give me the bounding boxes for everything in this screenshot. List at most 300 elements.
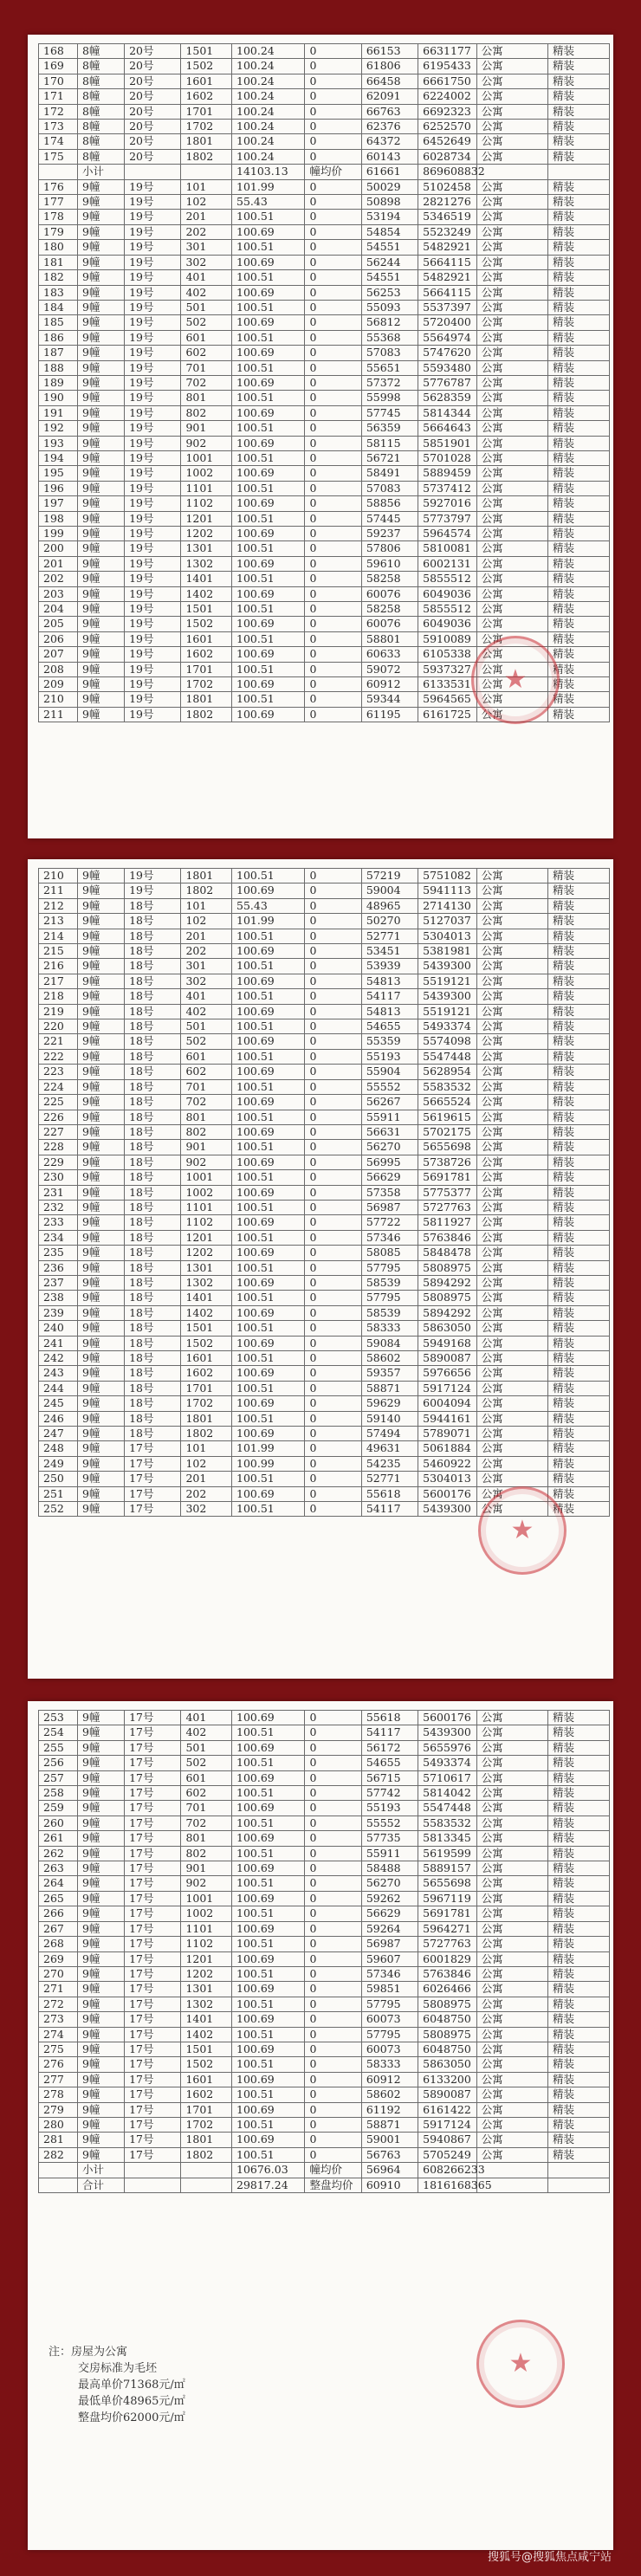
table-cell: 小计 bbox=[78, 165, 125, 179]
table-cell: 5751082 bbox=[418, 869, 477, 883]
table-cell: 100.51 bbox=[232, 572, 305, 586]
table-cell: 精装 bbox=[547, 1230, 609, 1245]
table-cell: 20号 bbox=[125, 149, 181, 164]
table-cell: 100.69 bbox=[232, 1831, 305, 1846]
price-table-3 bbox=[38, 1710, 610, 2193]
table-cell: 9幢 bbox=[78, 586, 125, 601]
table-cell: 1702 bbox=[181, 2117, 232, 2132]
table-cell: 202 bbox=[181, 1486, 232, 1501]
table-cell: 60076 bbox=[361, 617, 418, 631]
table-row bbox=[39, 1906, 610, 1921]
table-cell: 精装 bbox=[547, 959, 609, 974]
table-cell: 精装 bbox=[547, 346, 609, 360]
table-cell: 5964271 bbox=[418, 1921, 477, 1936]
table-cell: 公寓 bbox=[476, 1260, 547, 1275]
table-cell: 5917124 bbox=[418, 1381, 477, 1395]
table-cell: 59629 bbox=[361, 1396, 418, 1411]
table-cell: 公寓 bbox=[476, 1321, 547, 1336]
table-row bbox=[39, 1004, 610, 1019]
table-cell: 260 bbox=[39, 1815, 78, 1830]
table-cell: 0 bbox=[305, 898, 361, 913]
table-cell: 0 bbox=[305, 883, 361, 898]
table-row bbox=[39, 1472, 610, 1486]
table-cell: 9幢 bbox=[78, 346, 125, 360]
table-cell: 0 bbox=[305, 692, 361, 707]
table-cell: 100.69 bbox=[232, 647, 305, 662]
table-row bbox=[39, 1846, 610, 1861]
table-cell: 0 bbox=[305, 405, 361, 420]
table-cell: 公寓 bbox=[476, 375, 547, 390]
table-cell: 18号 bbox=[125, 929, 181, 943]
table-cell: 精装 bbox=[547, 1846, 609, 1861]
table-cell: 277 bbox=[39, 2072, 78, 2087]
table-cell: 精装 bbox=[547, 1019, 609, 1034]
table-cell: 18号 bbox=[125, 1305, 181, 1320]
table-cell: 264 bbox=[39, 1876, 78, 1891]
table-cell: 56721 bbox=[361, 450, 418, 465]
table-cell: 17号 bbox=[125, 1502, 181, 1517]
table-cell: 1202 bbox=[181, 1966, 232, 1981]
table-cell: 253 bbox=[39, 1711, 78, 1725]
table-cell: 101.99 bbox=[232, 179, 305, 194]
table-cell: 0 bbox=[305, 1815, 361, 1830]
table-cell: 公寓 bbox=[476, 421, 547, 436]
table-cell: 100.69 bbox=[232, 1396, 305, 1411]
table-cell: 0 bbox=[305, 541, 361, 556]
table-cell: 0 bbox=[305, 1246, 361, 1260]
table-cell: 101.99 bbox=[232, 914, 305, 929]
table-cell: 精装 bbox=[547, 1124, 609, 1139]
table-cell: 100.51 bbox=[232, 2027, 305, 2042]
table-cell: 263 bbox=[39, 1861, 78, 1876]
table-cell: 精装 bbox=[547, 2012, 609, 2027]
table-cell: 精装 bbox=[547, 1831, 609, 1846]
table-cell: 9幢 bbox=[78, 959, 125, 974]
table-cell: 702 bbox=[181, 1815, 232, 1830]
table-cell: 公寓 bbox=[476, 2057, 547, 2072]
table-cell: 精装 bbox=[547, 134, 609, 149]
table-cell: 0 bbox=[305, 2102, 361, 2117]
table-cell: 0 bbox=[305, 2133, 361, 2147]
table-cell: 18号 bbox=[125, 1110, 181, 1124]
table-cell: 公寓 bbox=[476, 450, 547, 465]
table-cell: 公寓 bbox=[476, 914, 547, 929]
table-cell: 195 bbox=[39, 466, 78, 481]
table-cell: 5811927 bbox=[418, 1215, 477, 1230]
table-cell: 1002 bbox=[181, 1185, 232, 1200]
table-cell: 19号 bbox=[125, 375, 181, 390]
price-list-page-2 bbox=[28, 859, 613, 1679]
table-cell: 0 bbox=[305, 1260, 361, 1275]
table-cell: 281 bbox=[39, 2133, 78, 2147]
price-list-page-3 bbox=[28, 1701, 613, 2550]
table-cell: 57346 bbox=[361, 1966, 418, 1981]
table-cell: 精装 bbox=[547, 1502, 609, 1517]
table-cell: 公寓 bbox=[476, 481, 547, 495]
table-cell: 17号 bbox=[125, 2027, 181, 2042]
table-cell: 0 bbox=[305, 707, 361, 722]
table-cell: 801 bbox=[181, 391, 232, 405]
table-cell: 53451 bbox=[361, 944, 418, 959]
table-cell: 19号 bbox=[125, 285, 181, 300]
table-cell: 56172 bbox=[361, 1740, 418, 1755]
table-cell: 18号 bbox=[125, 898, 181, 913]
table-cell: 29817.24 bbox=[232, 2178, 305, 2192]
table-cell: 0 bbox=[305, 511, 361, 526]
table-cell: 精装 bbox=[547, 224, 609, 239]
table-cell: 55359 bbox=[361, 1034, 418, 1049]
table-cell: 0 bbox=[305, 315, 361, 330]
table-row bbox=[39, 405, 610, 420]
table-cell: 0 bbox=[305, 300, 361, 314]
table-cell: 58258 bbox=[361, 572, 418, 586]
table-row bbox=[39, 2057, 610, 2072]
table-row bbox=[39, 1140, 610, 1155]
table-cell: 0 bbox=[305, 1170, 361, 1185]
table-cell: 100.51 bbox=[232, 300, 305, 314]
table-cell: 1502 bbox=[181, 1336, 232, 1350]
table-cell: 18号 bbox=[125, 1155, 181, 1169]
table-cell: 204 bbox=[39, 602, 78, 617]
table-cell: 精装 bbox=[547, 1921, 609, 1936]
table-cell: 0 bbox=[305, 224, 361, 239]
table-cell: 精装 bbox=[547, 677, 609, 692]
table-cell: 100.69 bbox=[232, 1982, 305, 1997]
table-row bbox=[39, 1215, 610, 1230]
table-cell: 1102 bbox=[181, 1215, 232, 1230]
table-row bbox=[39, 2117, 610, 2132]
table-cell: 公寓 bbox=[476, 210, 547, 224]
table-cell: 1401 bbox=[181, 572, 232, 586]
table-cell: 5727763 bbox=[418, 1200, 477, 1214]
table-cell: 精装 bbox=[547, 2087, 609, 2102]
table-cell bbox=[125, 2178, 181, 2192]
table-cell: 100.69 bbox=[232, 1951, 305, 1966]
table-cell: 9幢 bbox=[78, 1049, 125, 1064]
table-cell: 公寓 bbox=[476, 149, 547, 164]
table-cell: 0 bbox=[305, 436, 361, 450]
table-cell: 602 bbox=[181, 346, 232, 360]
table-cell: 901 bbox=[181, 1140, 232, 1155]
table-cell: 5944161 bbox=[418, 1411, 477, 1426]
table-cell: 1302 bbox=[181, 556, 232, 571]
table-cell: 公寓 bbox=[476, 1185, 547, 1200]
table-row bbox=[39, 631, 610, 646]
table-cell: 0 bbox=[305, 1486, 361, 1501]
table-cell: 18号 bbox=[125, 1427, 181, 1441]
table-cell: 公寓 bbox=[476, 1155, 547, 1169]
table-cell: 5564974 bbox=[418, 330, 477, 345]
table-cell: 217 bbox=[39, 974, 78, 988]
table-cell: 100.69 bbox=[232, 1770, 305, 1785]
table-row bbox=[39, 195, 610, 210]
table-cell: 58333 bbox=[361, 1321, 418, 1336]
table-cell: 公寓 bbox=[476, 1170, 547, 1185]
table-cell: 901 bbox=[181, 421, 232, 436]
table-cell: 100.51 bbox=[232, 1230, 305, 1245]
table-cell: 100.69 bbox=[232, 1095, 305, 1110]
table-cell: 9幢 bbox=[78, 1997, 125, 2011]
table-cell: 56629 bbox=[361, 1906, 418, 1921]
table-cell: 1201 bbox=[181, 511, 232, 526]
table-cell: 9幢 bbox=[78, 195, 125, 210]
table-cell: 公寓 bbox=[476, 255, 547, 269]
table-cell: 0 bbox=[305, 1004, 361, 1019]
table-cell: 19号 bbox=[125, 602, 181, 617]
table-cell: 278 bbox=[39, 2087, 78, 2102]
table-cell: 公寓 bbox=[476, 1756, 547, 1770]
table-cell: 869608832 bbox=[418, 165, 477, 179]
table-row bbox=[39, 1951, 610, 1966]
table-cell: 9幢 bbox=[78, 631, 125, 646]
table-cell: 56270 bbox=[361, 1876, 418, 1891]
table-cell: 0 bbox=[305, 2087, 361, 2102]
table-cell: 9幢 bbox=[78, 210, 125, 224]
table-cell: 公寓 bbox=[476, 1275, 547, 1290]
table-row bbox=[39, 1155, 610, 1169]
table-cell: 100.99 bbox=[232, 1456, 305, 1471]
table-cell: 18号 bbox=[125, 1230, 181, 1245]
table-cell: 精装 bbox=[547, 1472, 609, 1486]
table-cell: 精装 bbox=[547, 1891, 609, 1906]
table-cell: 6049036 bbox=[418, 617, 477, 631]
table-cell: 5593480 bbox=[418, 360, 477, 375]
table-cell: 1802 bbox=[181, 883, 232, 898]
table-cell: 精装 bbox=[547, 89, 609, 104]
table-cell: 0 bbox=[305, 1200, 361, 1214]
table-cell: 301 bbox=[181, 240, 232, 255]
table-cell: 精装 bbox=[547, 989, 609, 1004]
table-cell: 公寓 bbox=[476, 2012, 547, 2027]
table-cell: 精装 bbox=[547, 1215, 609, 1230]
table-cell: 54117 bbox=[361, 989, 418, 1004]
table-cell: 1802 bbox=[181, 707, 232, 722]
table-cell: 精装 bbox=[547, 1815, 609, 1830]
table-cell: 6001829 bbox=[418, 1951, 477, 1966]
table-cell: 6026466 bbox=[418, 1982, 477, 1997]
table-cell: 53194 bbox=[361, 210, 418, 224]
table-cell: 5665524 bbox=[418, 1095, 477, 1110]
table-cell: 精装 bbox=[547, 511, 609, 526]
table-cell: 191 bbox=[39, 405, 78, 420]
table-cell: 18号 bbox=[125, 914, 181, 929]
table-cell: 0 bbox=[305, 1155, 361, 1169]
table-cell: 0 bbox=[305, 481, 361, 495]
table-cell: 公寓 bbox=[476, 586, 547, 601]
table-cell: 5773797 bbox=[418, 511, 477, 526]
table-cell: 5519121 bbox=[418, 1004, 477, 1019]
table-cell: 245 bbox=[39, 1396, 78, 1411]
table-cell: 9幢 bbox=[78, 556, 125, 571]
table-row bbox=[39, 59, 610, 74]
table-cell: 401 bbox=[181, 270, 232, 285]
table-cell: 公寓 bbox=[476, 944, 547, 959]
table-cell: 17号 bbox=[125, 2133, 181, 2147]
table-cell: 9幢 bbox=[78, 2133, 125, 2147]
table-cell bbox=[476, 2163, 547, 2178]
table-cell: 9幢 bbox=[78, 511, 125, 526]
table-cell: 精装 bbox=[547, 1351, 609, 1366]
table-cell: 精装 bbox=[547, 375, 609, 390]
table-cell: 精装 bbox=[547, 707, 609, 722]
table-cell: 55911 bbox=[361, 1110, 418, 1124]
table-cell: 精装 bbox=[547, 466, 609, 481]
table-cell: 902 bbox=[181, 436, 232, 450]
table-cell: 公寓 bbox=[476, 285, 547, 300]
table-cell: 54655 bbox=[361, 1019, 418, 1034]
table-cell: 19号 bbox=[125, 586, 181, 601]
table-cell: 1001 bbox=[181, 450, 232, 465]
table-cell: 6692323 bbox=[418, 104, 477, 119]
table-row bbox=[39, 210, 610, 224]
table-row bbox=[39, 1831, 610, 1846]
table-cell: 56253 bbox=[361, 285, 418, 300]
table-cell: 202 bbox=[181, 224, 232, 239]
table-cell: 202 bbox=[181, 944, 232, 959]
table-cell: 5813345 bbox=[418, 1831, 477, 1846]
notes-block bbox=[49, 2344, 412, 2426]
table-cell: 精装 bbox=[547, 527, 609, 541]
table-cell: 57346 bbox=[361, 1230, 418, 1245]
table-cell: 100.51 bbox=[232, 2087, 305, 2102]
table-cell: 58258 bbox=[361, 602, 418, 617]
table-cell: 100.69 bbox=[232, 1185, 305, 1200]
watermark: 搜狐号@搜狐焦点咸宁站 bbox=[487, 2551, 612, 2564]
table-cell: 1802 bbox=[181, 1427, 232, 1441]
table-cell: 223 bbox=[39, 1065, 78, 1079]
table-cell: 精装 bbox=[547, 405, 609, 420]
table-cell: 5691781 bbox=[418, 1170, 477, 1185]
table-cell: 5889157 bbox=[418, 1861, 477, 1876]
table-cell: 0 bbox=[305, 974, 361, 988]
table-row bbox=[39, 1966, 610, 1981]
table-cell: 9幢 bbox=[78, 2117, 125, 2132]
table-cell: 250 bbox=[39, 1472, 78, 1486]
table-cell: 100.51 bbox=[232, 1502, 305, 1517]
table-cell: 公寓 bbox=[476, 346, 547, 360]
table-cell: 60633 bbox=[361, 647, 418, 662]
table-cell: 精装 bbox=[547, 2072, 609, 2087]
table-cell: 402 bbox=[181, 285, 232, 300]
table-cell: 公寓 bbox=[476, 391, 547, 405]
table-cell: 50270 bbox=[361, 914, 418, 929]
table-row bbox=[39, 360, 610, 375]
table-cell: 精装 bbox=[547, 1725, 609, 1740]
table-cell: 6631177 bbox=[418, 44, 477, 59]
table-row bbox=[39, 481, 610, 495]
table-cell: 258 bbox=[39, 1786, 78, 1801]
table-cell: 100.69 bbox=[232, 346, 305, 360]
table-cell: 57445 bbox=[361, 511, 418, 526]
table-cell: 1801 bbox=[181, 2133, 232, 2147]
table-cell: 9幢 bbox=[78, 1876, 125, 1891]
table-cell: 5519121 bbox=[418, 974, 477, 988]
table-cell bbox=[125, 165, 181, 179]
table-row bbox=[39, 1876, 610, 1891]
table-cell: 235 bbox=[39, 1246, 78, 1260]
table-cell: 49631 bbox=[361, 1441, 418, 1456]
table-cell: 19号 bbox=[125, 330, 181, 345]
table-cell: 19号 bbox=[125, 647, 181, 662]
table-row bbox=[39, 602, 610, 617]
table-cell: 171 bbox=[39, 89, 78, 104]
table-cell: 17号 bbox=[125, 1711, 181, 1725]
table-cell: 19号 bbox=[125, 195, 181, 210]
table-cell: 199 bbox=[39, 527, 78, 541]
table-cell: 194 bbox=[39, 450, 78, 465]
table-cell: 1501 bbox=[181, 2042, 232, 2056]
table-cell: 精装 bbox=[547, 1801, 609, 1815]
table-cell: 0 bbox=[305, 2147, 361, 2162]
table-cell: 0 bbox=[305, 1997, 361, 2011]
table-row bbox=[39, 134, 610, 149]
table-cell: 19号 bbox=[125, 210, 181, 224]
table-cell: 公寓 bbox=[476, 1801, 547, 1815]
table-cell: 18号 bbox=[125, 1246, 181, 1260]
table-cell: 0 bbox=[305, 240, 361, 255]
table-cell: 244 bbox=[39, 1381, 78, 1395]
table-cell: 9幢 bbox=[78, 1155, 125, 1169]
table-cell: 9幢 bbox=[78, 375, 125, 390]
table-cell: 18号 bbox=[125, 974, 181, 988]
table-cell: 6028734 bbox=[418, 149, 477, 164]
table-cell: 0 bbox=[305, 1049, 361, 1064]
table-cell: 5855512 bbox=[418, 572, 477, 586]
table-cell: 9幢 bbox=[78, 1034, 125, 1049]
table-cell: 9幢 bbox=[78, 1427, 125, 1441]
table-cell: 精装 bbox=[547, 1246, 609, 1260]
table-cell: 5523249 bbox=[418, 224, 477, 239]
table-cell: 100.51 bbox=[232, 391, 305, 405]
table-cell: 0 bbox=[305, 586, 361, 601]
table-cell: 9幢 bbox=[78, 179, 125, 194]
table-cell: 0 bbox=[305, 1095, 361, 1110]
table-cell: 精装 bbox=[547, 179, 609, 194]
table-cell: 183 bbox=[39, 285, 78, 300]
table-cell: 212 bbox=[39, 898, 78, 913]
table-cell: 0 bbox=[305, 149, 361, 164]
table-cell: 9幢 bbox=[78, 270, 125, 285]
table-cell: 802 bbox=[181, 405, 232, 420]
table-row bbox=[39, 179, 610, 194]
table-cell bbox=[39, 2178, 78, 2192]
table-cell: 19号 bbox=[125, 255, 181, 269]
table-cell: 6452649 bbox=[418, 134, 477, 149]
table-cell: 179 bbox=[39, 224, 78, 239]
table-cell: 5720400 bbox=[418, 315, 477, 330]
table-row bbox=[39, 2087, 610, 2102]
table-cell: 公寓 bbox=[476, 1065, 547, 1079]
table-cell: 18号 bbox=[125, 1291, 181, 1305]
table-cell: 100.51 bbox=[232, 240, 305, 255]
table-cell: 211 bbox=[39, 883, 78, 898]
table-cell: 184 bbox=[39, 300, 78, 314]
table-row bbox=[39, 556, 610, 571]
table-cell: 17号 bbox=[125, 1831, 181, 1846]
table-cell: 公寓 bbox=[476, 1921, 547, 1936]
table-cell: 18号 bbox=[125, 959, 181, 974]
table-cell: 9幢 bbox=[78, 1336, 125, 1350]
table-cell: 0 bbox=[305, 914, 361, 929]
table-cell: 公寓 bbox=[476, 59, 547, 74]
table-cell: 9幢 bbox=[78, 1982, 125, 1997]
table-row bbox=[39, 2163, 610, 2178]
table-cell: 216 bbox=[39, 959, 78, 974]
table-cell: 100.69 bbox=[232, 1921, 305, 1936]
table-cell: 18号 bbox=[125, 1034, 181, 1049]
table-cell: 56964 bbox=[361, 2163, 418, 2178]
table-cell: 5710617 bbox=[418, 1770, 477, 1785]
